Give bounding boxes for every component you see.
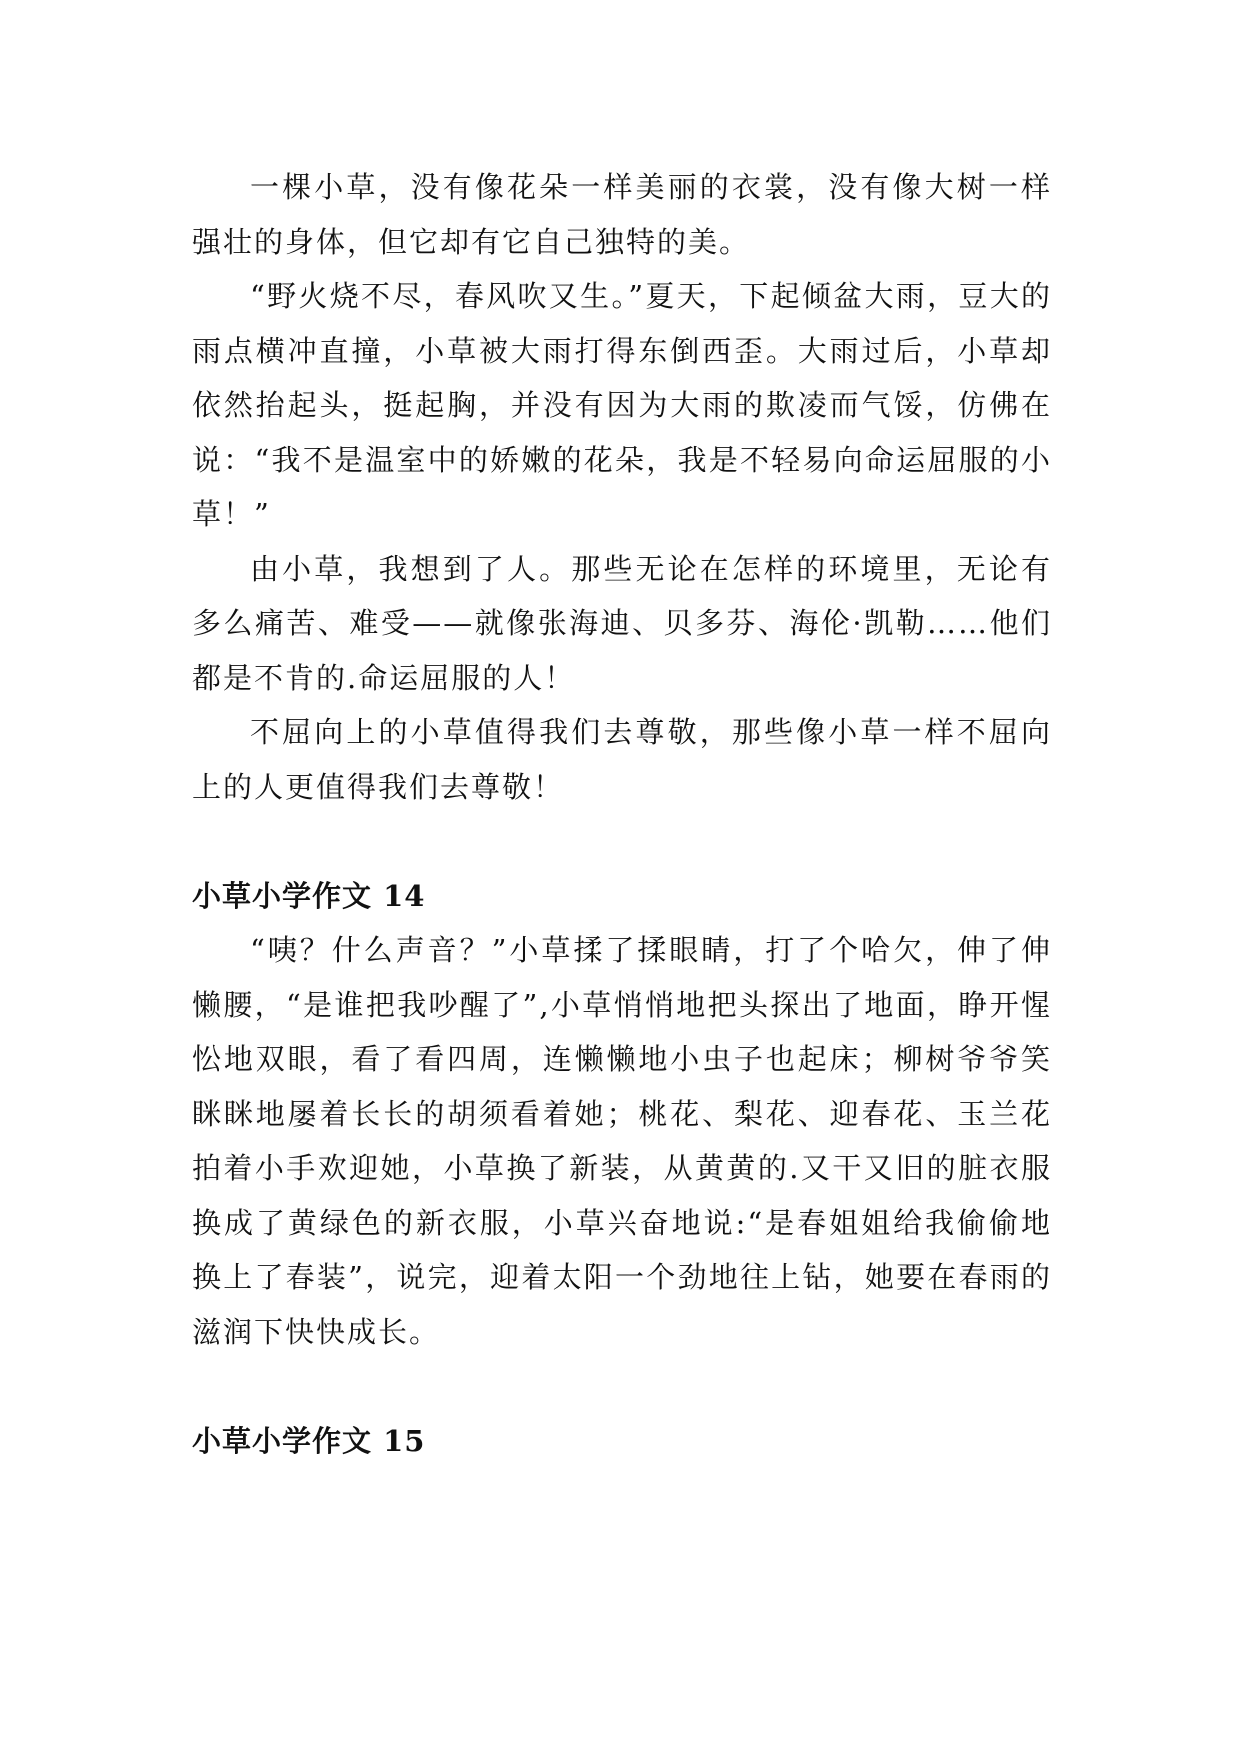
section-heading-15: 小草小学作文 15 xyxy=(192,1423,426,1458)
paragraph-rainstorm: “野火烧不尽，春风吹又生。”夏天，下起倾盆大雨，豆大的雨点横冲直撞，小草被大雨打得东倒西歪。大雨过后，小草却依然抬起头，挺起胸，并没有因为大雨的欺凌而气馁，仿佛在说：“我不是温室中的娇嫩的花朵，我是不轻易向命运屈服的小草！” xyxy=(192,279,1052,531)
document-body xyxy=(192,160,1052,1468)
section-heading-14: 小草小学作文 14 xyxy=(192,878,426,913)
paragraph-spring-awakening: “咦？什么声音？”小草揉了揉眼睛，打了个哈欠，伸了伸懒腰，“是谁把我吵醒了”,小草悄悄地把头探出了地面，睁开惺忪地双眼，看了看四周，连懒懒地小虫子也起床；柳树爷爷笑眯眯地屡着长长的胡须看着她；桃花、梨花、迎春花、玉兰花拍着小手欢迎她，小草换了新装，从黄黄的.又干又旧的脏衣服换成了黄绿色的新衣服，小草兴奋地说:“是春姐姐给我偷偷地换上了春装”，说完，迎着太阳一个劲地往上钻，她要在春雨的滋润下快快成长。 xyxy=(192,933,1052,1349)
paragraph-grass-beauty: 一棵小草，没有像花朵一样美丽的衣裳，没有像大树一样强壮的身体，但它却有它自己独特的美。 xyxy=(192,170,1052,259)
paragraph-respect: 不屈向上的小草值得我们去尊敬，那些像小草一样不屈向上的人更值得我们去尊敬！ xyxy=(192,715,1052,804)
section-spacer xyxy=(192,1359,1052,1414)
paragraph-people: 由小草，我想到了人。那些无论在怎样的环境里，无论有多么痛苦、难受——就像张海迪、贝多芬、海伦·凯勒……他们都是不肯的.命运屈服的人！ xyxy=(192,551,1052,695)
section-spacer xyxy=(192,814,1052,869)
